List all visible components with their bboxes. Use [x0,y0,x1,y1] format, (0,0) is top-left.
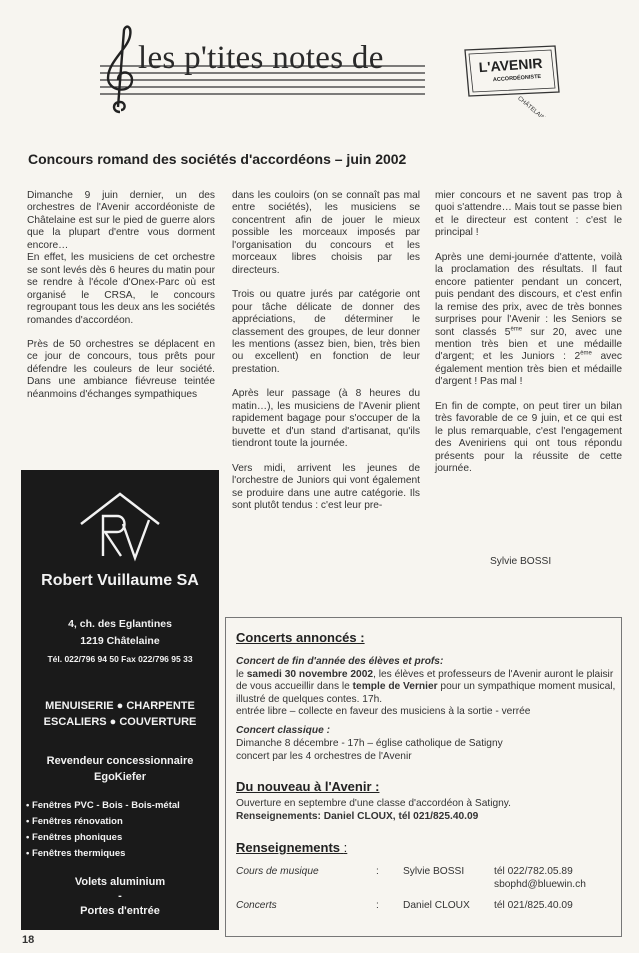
paragraph: Après leur passage (à 8 heures du matin…), les musiciens de l'Avenir plient rapidement bagage pour s'occuper de la buvette et d'un stand d'artisanat, qu'ils tiendront toute la journée. [232,388,420,450]
info-tel: tél 022/782.05.89 [494,866,573,877]
ad-trades: MENUISERIE ● CHARPENTE [45,700,195,712]
ad-bullet: • Fenêtres rénovation [26,816,123,827]
logo-name: L'AVENIR [478,54,543,76]
paragraph: Dimanche 9 juin dernier, un des orchestres de l'Avenir accordéoniste de Châtelaine est sur le pied de guerre alors que la plupart d'entre vous dorment encore… [27,190,215,251]
info-heading-colon: : [343,840,348,855]
ad-bullet: • Fenêtres phoniques [26,832,123,843]
info-sep: : [376,900,379,911]
text-run: sur 20, avec une mention très bien et une médaille d'argent; et les Juniors : 2 [435,326,623,363]
article-column-2 [232,190,420,524]
concert-1-date: samedi 30 novembre 2002 [246,669,374,680]
avenir-logo [455,42,567,117]
info-heading-text: Renseignements [236,840,341,855]
ad-bullet: • Fenêtres thermiques [26,848,126,859]
advertisement-box [21,470,219,930]
news-heading: Du nouveau à l'Avenir : [236,779,380,794]
paragraph: mier concours et ne savent pas trop à quoi s'attendre… Mais tout se passe bien et le directeur est content : c'est le principal ! [435,190,622,239]
paragraph: dans les couloirs (on se connaît pas mal entre sociétés), les musiciens se concentrent afin de jouer le mieux possible les morceaux imposés par l'organisation du concours et les morceaux libres choisis par les directeurs. [232,190,420,276]
text-run: avec également mention très bien et médaille d'argent ! Pas mal ! [435,351,622,388]
info-row [236,900,616,914]
rv-logo-icon [77,490,163,564]
paragraph: Vers midi, arrivent les jeunes de l'orchestre de Juniors qui vont également se produire dans une autre catégorie. Ils sont plutôt tendus : c'est leur pre- [232,462,420,511]
ad-dealer: Revendeur concessionnaire [46,755,194,767]
text-run: Après une demi-journée d'attente, voilà la proclamation des résultats. Il faut encore patienter pendant un concert, puis pendant des discours, et c'est enfin la remise des prix, avec de très bonnes surprises pour l'Avenir : les Seniors se sont classés 5 [435,251,622,338]
ad-product: Volets aluminium [74,876,166,888]
info-label: Concerts [236,900,277,911]
logo-place: CHÂTELAINE [516,95,549,117]
ad-dash: - [118,890,122,902]
superscript: ème [510,326,523,333]
article-column-1 [27,190,215,413]
article-headline: Concours romand des sociétés d'accordéons – juin 2002 [28,151,407,167]
concert-2-line: concert par les 4 orchestres de l'Avenir [236,751,412,762]
paragraph: En effet, les musiciens de cet orchestre se sont levés dès 6 heures du matin pour se rendre à l'école d'Onex-Parc où est organisé le CRSA, le concours regroupant tous les deux ans les sociétés romandes d'accordéon. [27,252,215,326]
text-run: le [236,669,247,680]
paragraph: Près de 50 orchestres se déplacent en ce jour de concours, tous prêts pour défendre les couleurs de leur société. Dans une ambiance fiévreuse teintée néanmoins d'échanges sympathiques [27,338,215,400]
article-column-3 [435,190,622,488]
info-row [236,866,616,880]
ad-dealer: EgoKiefer [94,771,146,783]
ad-company-name: Robert Vuillaume SA [41,572,199,589]
concert-2-title: Concert classique : [236,725,330,736]
masthead [90,22,435,117]
info-name: Daniel CLOUX [403,900,470,911]
info-label: Cours de musique [236,866,319,877]
ad-address-line: 4, ch. des Eglantines [68,618,172,630]
info-name: Sylvie BOSSI [403,866,465,877]
info-sep: : [376,866,379,877]
paragraph: En fin de compte, on peut tirer un bilan très favorable de ce 9 juin, et ce qui est le plus remarquable, c'est l'engagement des Aveniriens qui ont tous répondu présents pour la réussite de cette journée. [435,400,622,475]
concerts-heading: Concerts annoncés : [236,630,365,645]
ad-product: Portes d'entrée [80,905,160,917]
treble-clef-icon [108,27,132,112]
info-row [236,879,616,893]
ad-phone: Tél. 022/796 94 50 Fax 022/796 95 33 [47,654,193,664]
superscript: ème [580,351,592,358]
text-run: pour un sympathique moment musical, illustré de quelques contes. 17h. [236,681,616,705]
page-number: 18 [22,934,35,946]
concert-1-description [236,669,616,706]
paragraph-results [435,252,622,389]
concerts-box [225,617,622,937]
ad-trades: ESCALIERS ● COUVERTURE [43,716,197,728]
ad-address-line: 1219 Châtelaine [80,635,160,647]
news-line: Ouverture en septembre d'une classe d'accordéon à Satigny. [236,798,511,809]
ad-bullet: • Fenêtres PVC - Bois - Bois-métal [26,800,180,811]
concert-2-line: Dimanche 8 décembre - 17h – église catholique de Satigny [236,738,503,749]
masthead-title: les p'tites notes de [138,40,384,76]
concert-1-venue: temple de Vernier [352,681,438,693]
info-heading [236,840,347,855]
info-tel: tél 021/825.40.09 [494,900,573,911]
news-contact: Renseignements: Daniel CLOUX, tél 021/825.40.09 [236,811,479,822]
logo-sub: ACCORDÉONISTE [492,73,542,84]
author-signature: Sylvie BOSSI [490,556,552,567]
concert-1-title: Concert de fin d'année des élèves et profs: [236,656,444,667]
paragraph: Trois ou quatre jurés par catégorie ont pour tâche délicate de donner des appréciations, de déterminer le classement des groupes, de leur donner les mentions (assez bien, bien, très bien ou excellent) en fonction de leur prestation. [232,289,420,375]
text-run: , les élèves et professeurs de l'Avenir auront le plaisir de vous accueillir dans le [236,669,614,693]
concert-1-entry: entrée libre – collecte en faveur des musiciens à la sortie - verrée [236,706,531,717]
info-email[interactable]: sbophd@bluewin.ch [494,879,586,890]
